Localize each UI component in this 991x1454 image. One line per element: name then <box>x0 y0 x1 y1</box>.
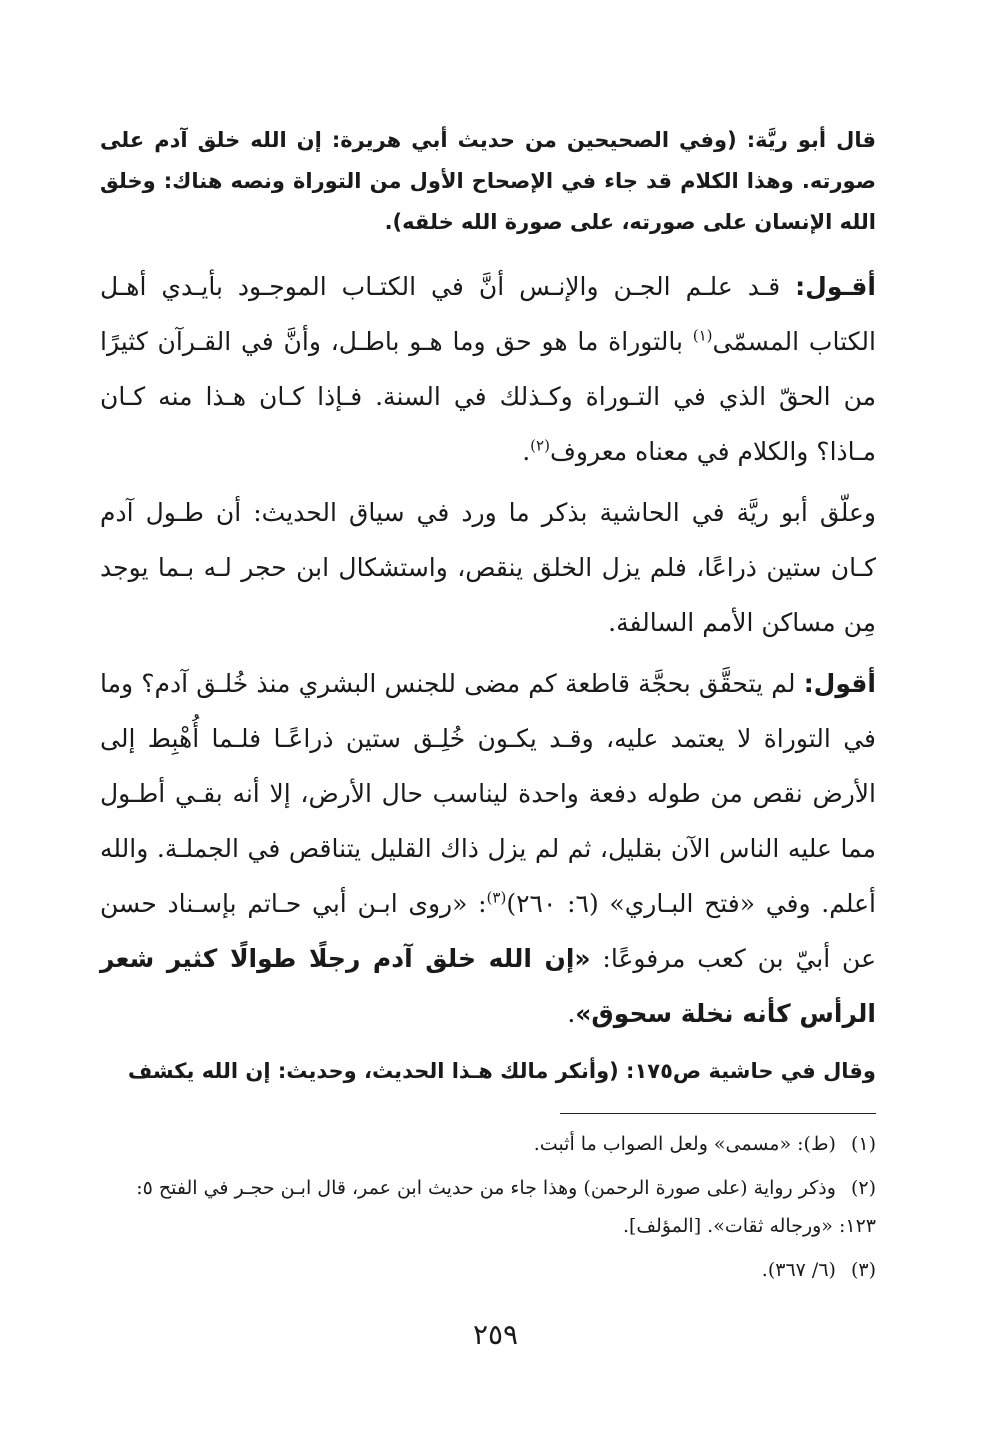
footnote-item <box>100 1251 876 1289</box>
page-number: ٢٥٩ <box>472 1318 519 1351</box>
footnote-text: (٦/ ٣٦٧). <box>761 1259 836 1281</box>
footnote-item <box>100 1169 876 1245</box>
footnote-item <box>100 1125 876 1163</box>
footnote-text: وذكر رواية (على صورة الرحمن) وهذا جاء من حديث ابن عمر، قال ابـن حجـر في الفتح ٥: ١٢٣: «ورجاله ثقات». [المؤلف]. <box>136 1177 876 1237</box>
continuation-text: وقال في حاشية ص١٧٥: (وأنكر مالك هـذا الحديث، وحديث: إن الله يكشف <box>127 1059 876 1083</box>
paragraph-3-lead: أقول: <box>803 669 876 698</box>
footnote-ref-1: (١) <box>692 326 713 345</box>
paragraph-2-text: وعلّق أبو ريَّة في الحاشية بذكر ما ورد في سياق الحديث: أن طـول آدم كـان ستين ذراعًا، فلم يزل الخلق ينقص، واستشكال ابن حجر لـه بـما يوجد مِن مساكن الأمم السالفة. <box>100 498 876 637</box>
paragraph-3-text-2: : «روى ابـن أبي حـاتم بإسـناد حسن عن أبيّ بن كعب مرفوعًا: <box>100 889 876 973</box>
quoted-passage <box>100 120 876 243</box>
paragraph-1-text: قـد علـم الجـن والإنـس أنَّ في الكتـاب الموجـود بأيـدي أهـل الكتاب المسمّى <box>100 272 876 356</box>
paragraph-3-text: لم يتحقَّق بحجَّة قاطعة كم مضى للجنس البشري منذ خُلـق آدم؟ وما في التوراة لا يعتمد عليه، وقـد يكـون خُلِـق ستين ذراعًـا فلـما أُهْبِط إلى الأرض نقص من طوله دفعة واحدة ليناسب حال الأرض، إلا أنه بقـي أطـول مما عليه الناس الآن بقليل، ثم لم يزل ذاك القليل يتناقص في الجملـة. والله أعلم. وفي «فتح البـاري» (٦: ٢٦٠) <box>100 669 876 918</box>
footnote-ref-3: (٣) <box>486 888 507 907</box>
main-text <box>100 120 876 1091</box>
paragraph-1-lead: أقـول: <box>795 272 876 301</box>
paragraph-1-text-2: بالتوراة ما هو حق وما هـو باطـل، وأنَّ في القـرآن كثيرًا من الحقّ الذي في التـوراة وكـذلك في السنة. فـإذا كـان هـذا منه كـان مـاذا؟ والكلام في معناه معروف <box>100 327 876 466</box>
quote-text: قال أبو ريَّة: (وفي الصحيحين من حديث أبي هريرة: إن الله خلق آدم على صورته. وهذا الكلام قد جاء في الإصحاح الأول من التوراة ونصه هناك: وخلق الله الإنسان على صورته، على صورة الله خلقه). <box>100 128 876 234</box>
paragraph-1 <box>100 259 876 479</box>
paragraph-1-end: . <box>522 437 531 466</box>
continuation-line <box>100 1051 876 1091</box>
footnote-number: (٣) <box>850 1259 876 1281</box>
paragraph-3-end: . <box>567 999 576 1028</box>
footnote-ref-2: (٢) <box>530 436 550 455</box>
footnotes <box>100 1125 876 1295</box>
footnote-divider <box>560 1113 876 1114</box>
paragraph-2 <box>100 485 876 650</box>
paragraph-3-hadith: «إن الله خلق آدم رجلًا طوالًا كثير شعر الرأس كأنه نخلة سحوق» <box>100 944 876 1028</box>
paragraph-3 <box>100 656 876 1041</box>
footnote-number: (٢) <box>850 1177 876 1199</box>
footnote-number: (١) <box>850 1133 876 1155</box>
footnote-text: (ط): «مسمى» ولعل الصواب ما أثبت. <box>533 1133 836 1155</box>
